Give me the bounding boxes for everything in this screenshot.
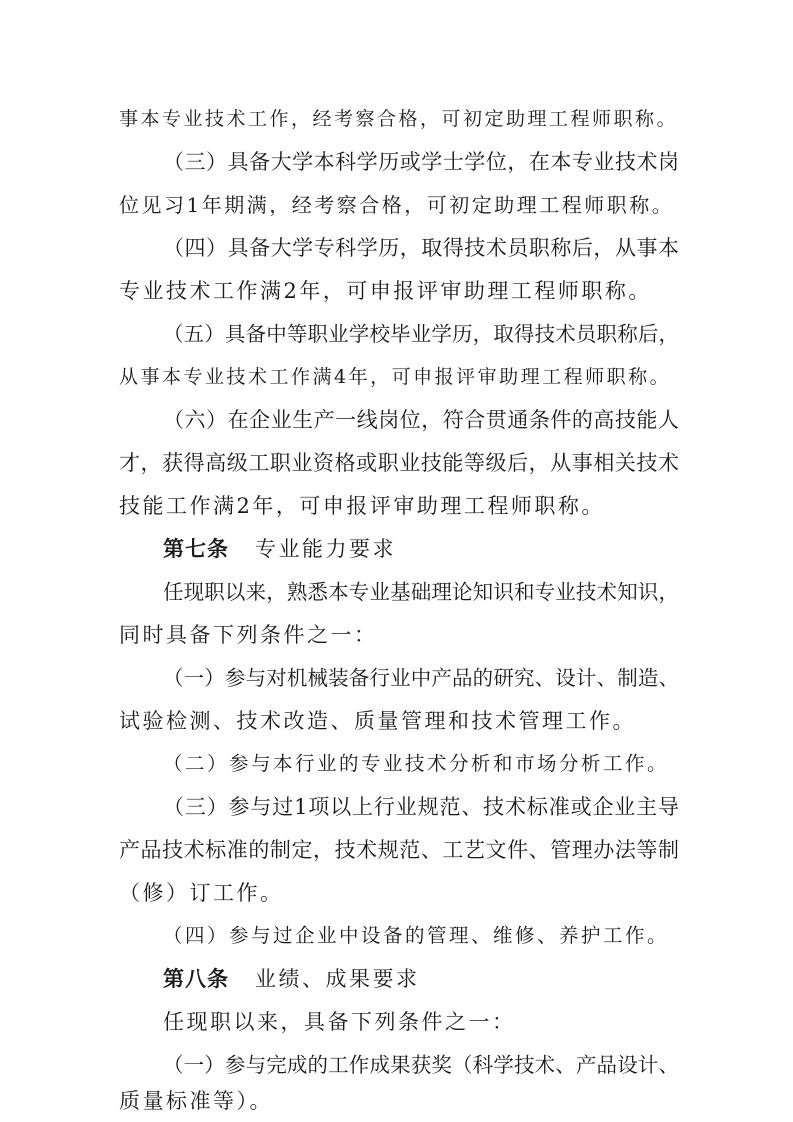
article-title: 第八条: [163, 967, 229, 991]
article-title: 第七条: [163, 537, 229, 561]
paragraph-line: （四）具备大学专科学历，取得技术员职称后，从事本: [163, 236, 679, 260]
paragraph-line: （一）参与完成的工作成果获奖（科学技术、产品设计、: [163, 1053, 679, 1077]
paragraph-line: （六）在企业生产一线岗位，符合贯通条件的高技能人: [163, 408, 679, 432]
article-subtitle: 业绩、成果要求: [255, 967, 420, 991]
paragraph-line: （修）订工作。: [119, 881, 284, 905]
paragraph-line: 才，获得高级工职业资格或职业技能等级后，从事相关技术: [119, 451, 679, 475]
article-heading-8: [163, 959, 420, 999]
paragraph-line: （二）参与本行业的专业技术分析和市场分析工作。: [163, 752, 670, 775]
paragraph-line: 任现职以来，熟悉本专业基础理论知识和专业技术知识，: [163, 580, 679, 604]
paragraph-line: 产品技术标准的制定，技术规范、工艺文件、管理办法等制: [119, 838, 679, 862]
article-subtitle: 专业能力要求: [255, 537, 396, 561]
paragraph-line: （一）参与对机械装备行业中产品的研究、设计、制造、: [163, 666, 679, 690]
paragraph-line: （五）具备中等职业学校毕业学历，取得技术员职称后，: [163, 322, 679, 346]
paragraph-line: 试验检测、技术改造、质量管理和技术管理工作。: [119, 709, 636, 733]
paragraph-line: 同时具备下列条件之一：: [119, 623, 378, 647]
paragraph-line: 事本专业技术工作，经考察合格，可初定助理工程师职称。: [119, 108, 679, 130]
paragraph-line: 质量标准等）。: [119, 1089, 273, 1113]
paragraph-line: 从事本专业技术工作满4年，可申报评审助理工程师职称。: [119, 366, 672, 388]
paragraph-line: 专业技术工作满2年，可申报评审助理工程师职称。: [119, 279, 652, 303]
article-heading-7: [163, 529, 396, 569]
paragraph-line: 技能工作满2年，可申报评审助理工程师职称。: [119, 494, 605, 518]
paragraph-line: 任现职以来，具备下列条件之一：: [163, 1010, 516, 1034]
paragraph-line: （四）参与过企业中设备的管理、维修、养护工作。: [163, 924, 670, 947]
paragraph-line: （三）参与过1项以上行业规范、技术标准或企业主导: [163, 795, 679, 819]
paragraph-line: （三）具备大学本科学历或学士学位，在本专业技术岗: [163, 150, 679, 174]
paragraph-line: 位见习1年期满，经考察合格，可初定助理工程师职称。: [119, 193, 675, 217]
